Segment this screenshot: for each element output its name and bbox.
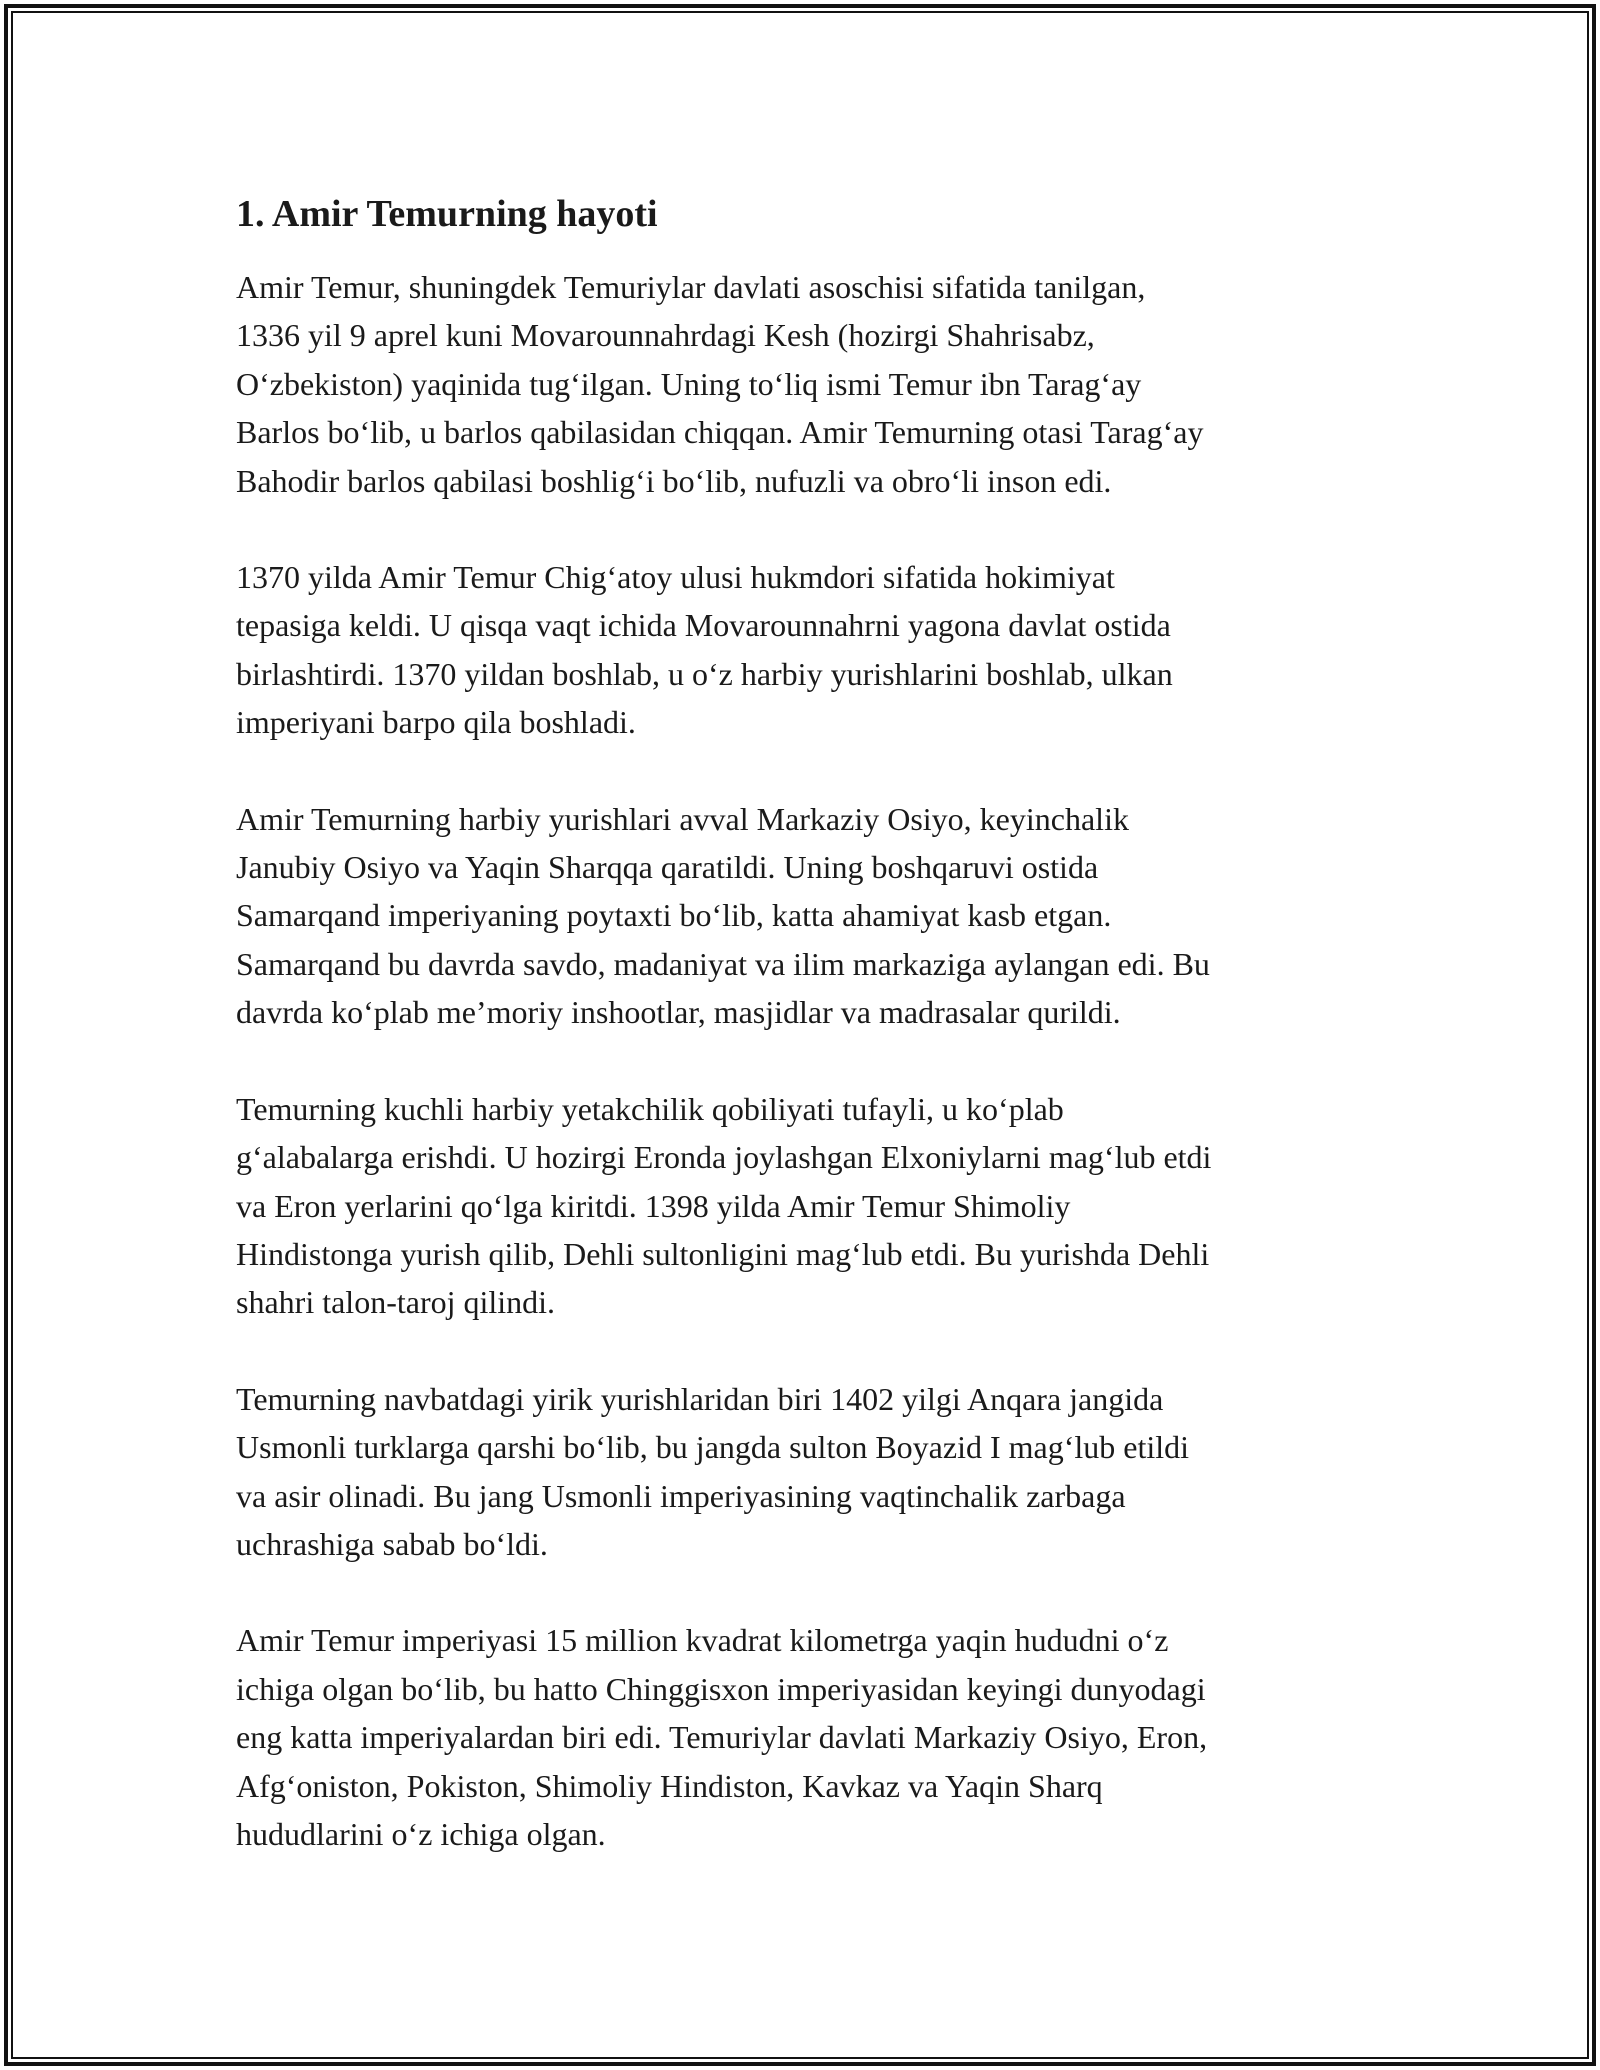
- paragraph-line: tepasiga keldi. U qisqa vaqt ichida Movarounnahrni yagona davlat ostida: [236, 607, 1171, 644]
- paragraph-line: birlashtirdi. 1370 yildan boshlab, u o‘z harbiy yurishlarini boshlab, ulkan: [236, 655, 1173, 692]
- paragraph-line: Temurning navbatdagi yirik yurishlaridan biri 1402 yilgi Anqara jangida: [236, 1380, 1164, 1417]
- paragraph: [236, 263, 1396, 505]
- document-body: [236, 185, 1396, 1858]
- paragraph-line: uchrashiga sabab bo‘ldi.: [236, 1525, 548, 1562]
- paragraph: [236, 1616, 1396, 1858]
- paragraph-list: [236, 263, 1396, 1858]
- paragraph-line: shahri talon-taroj qilindi.: [236, 1284, 556, 1321]
- paragraph-line: Amir Temur imperiyasi 15 million kvadrat kilometrga yaqin hududni o‘z: [236, 1622, 1169, 1659]
- paragraph-line: Hindistonga yurish qilib, Dehli sultonligini mag‘lub etdi. Bu yurishda Dehli: [236, 1235, 1210, 1272]
- paragraph-line: 1370 yilda Amir Temur Chig‘atoy ulusi hukmdori sifatida hokimiyat: [236, 559, 1115, 596]
- paragraph-line: va asir olinadi. Bu jang Usmonli imperiyasining vaqtinchalik zarbaga: [236, 1477, 1126, 1514]
- paragraph-line: Janubiy Osiyo va Yaqin Sharqqa qaratildi. Uning boshqaruvi ostida: [236, 849, 1099, 886]
- paragraph-line: O‘zbekiston) yaqinida tug‘ilgan. Uning to‘liq ismi Temur ibn Tarag‘ay: [236, 365, 1142, 402]
- section-heading: 1. Amir Temurning hayoti: [236, 193, 658, 235]
- paragraph-line: va Eron yerlarini qo‘lga kiritdi. 1398 yilda Amir Temur Shimoliy: [236, 1187, 1071, 1224]
- paragraph-line: Usmonli turklarga qarshi bo‘lib, bu jangda sulton Boyazid I mag‘lub etildi: [236, 1429, 1190, 1466]
- paragraph-line: Amir Temurning harbiy yurishlari avval Markaziy Osiyo, keyinchalik: [236, 800, 1129, 837]
- paragraph-line: hududlarini o‘z ichiga olgan.: [236, 1815, 606, 1852]
- paragraph-line: 1336 yil 9 aprel kuni Movarounnahrdagi Kesh (hozirgi Shahrisabz,: [236, 317, 1095, 354]
- paragraph: [236, 1375, 1396, 1569]
- paragraph-line: imperiyani barpo qila boshladi.: [236, 704, 636, 741]
- paragraph-line: davrda ko‘plab me’moriy inshootlar, masjidlar va madrasalar qurildi.: [236, 994, 1121, 1031]
- paragraph-line: eng katta imperiyalardan biri edi. Temuriylar davlati Markaziy Osiyo, Eron,: [236, 1719, 1208, 1756]
- paragraph: [236, 553, 1396, 747]
- paragraph-line: Bahodir barlos qabilasi boshlig‘i bo‘lib, nufuzli va obro‘li inson edi.: [236, 462, 1112, 499]
- paragraph-line: Samarqand imperiyaning poytaxti bo‘lib, katta ahamiyat kasb etgan.: [236, 897, 1112, 934]
- paragraph: [236, 795, 1396, 1037]
- paragraph-line: Barlos bo‘lib, u barlos qabilasidan chiqqan. Amir Temurning otasi Tarag‘ay: [236, 414, 1204, 451]
- paragraph-line: Temurning kuchli harbiy yetakchilik qobiliyati tufayli, u ko‘plab: [236, 1090, 1064, 1127]
- paragraph-line: ichiga olgan bo‘lib, bu hatto Chinggisxon imperiyasidan keyingi dunyodagi: [236, 1670, 1206, 1707]
- paragraph-line: Samarqand bu davrda savdo, madaniyat va ilim markaziga aylangan edi. Bu: [236, 945, 1210, 982]
- paragraph-line: g‘alabalarga erishdi. U hozirgi Eronda joylashgan Elxoniylarni mag‘lub etdi: [236, 1139, 1212, 1176]
- paragraph-line: Amir Temur, shuningdek Temuriylar davlati asoschisi sifatida tanilgan,: [236, 269, 1146, 305]
- paragraph-line: Afg‘oniston, Pokiston, Shimoliy Hindiston, Kavkaz va Yaqin Sharq: [236, 1767, 1103, 1804]
- paragraph: [236, 1085, 1396, 1327]
